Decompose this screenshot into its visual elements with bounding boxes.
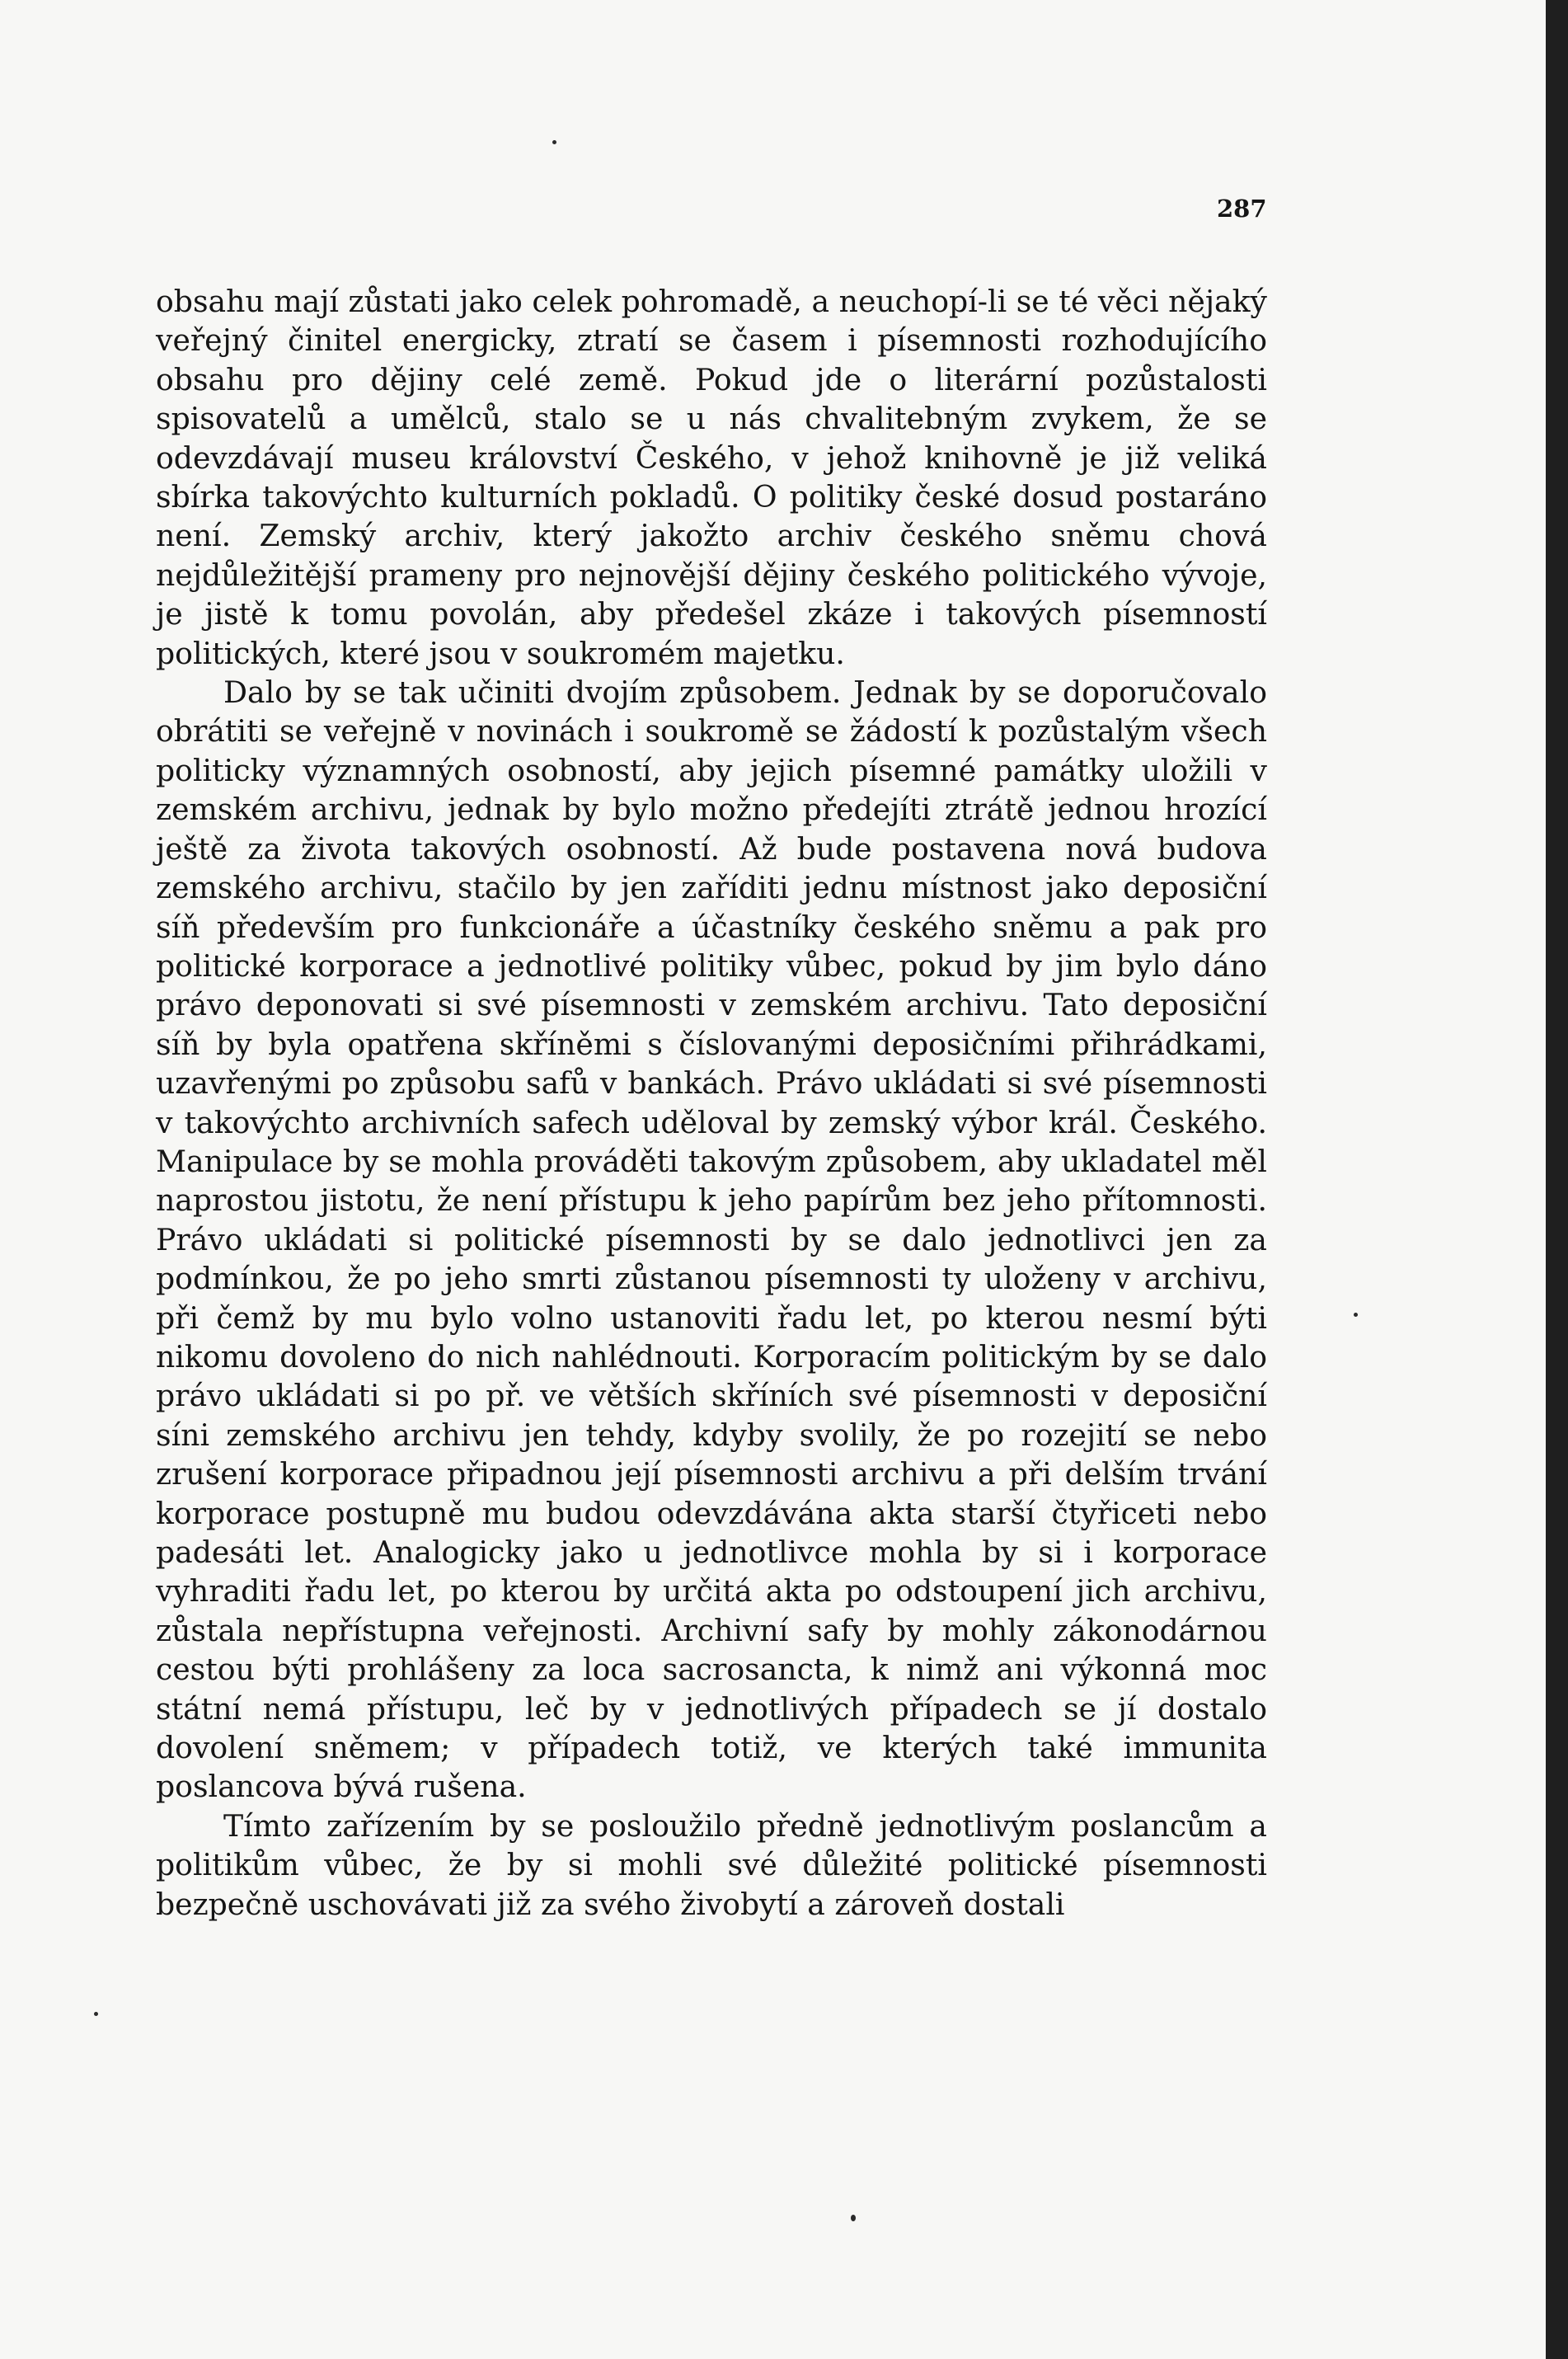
- body-text: [156, 282, 1267, 1924]
- scan-speck: [851, 2215, 856, 2221]
- scan-speck: [1354, 1313, 1358, 1317]
- scan-speck: [94, 2012, 98, 2016]
- paragraph-2: Dalo by se tak učiniti dvojím způsobem. Jednak by se doporučovalo obrátiti se veřejně v novinách i soukromě se žádostí k pozůstalým všech politicky významných osobností, aby jejich písemné památky uložili v zemském archivu, jednak by bylo možno předejíti ztrátě jednou hrozící ještě za života takových osobností. Až bude postavena nová budova zemského archivu, stačilo by jen zaříditi jednu místnost jako deposiční síň především pro funkcionáře a účastníky českého sněmu a pak pro politické korporace a jednotlivé politiky vůbec, pokud by jim bylo dáno právo deponovati si své písemnosti v zemském archivu. Tato deposiční síň by byla opatřena skříněmi s číslovanými deposičními přihrádkami, uzavřenými po způsobu safů v bankách. Právo ukládati si své písemnosti v takovýchto archivních safech uděloval by zemský výbor král. Českého. Manipulace by se mohla prováděti takovým způsobem, aby ukladatel měl naprostou jistotu, že není přístupu k jeho papírům bez jeho přítomnosti. Právo ukládati si politické písemnosti by se dalo jednotlivci jen za podmínkou, že po jeho smrti zůstanou písemnosti ty uloženy v archivu, při čemž by mu bylo volno ustanoviti řadu let, po kterou nesmí býti nikomu dovoleno do nich nahlédnouti. Korporacím politickým by se dalo právo ukládati si po př. ve větších skříních své písemnosti v deposiční síni zemského archivu jen tehdy, kdyby svolily, že po rozejití se nebo zrušení korporace připadnou její písemnosti archivu a při delším trvání korporace postupně mu budou odevzdávána akta starší čtyřiceti nebo padesáti let. Analogicky jako u jednotlivce mohla by si i korporace vyhraditi řadu let, po kterou by určitá akta po odstoupení jich archivu, zůstala nepřístupna veřejnosti. Archivní safy by mohly zákonodárnou cestou býti prohlášeny za loca sacrosancta, k nimž ani výkonná moc státní nemá přístupu, leč by v jednotlivých případech se jí dostalo dovolení sněmem; v případech totiž, ve kterých také immunita poslancova bývá rušena.: [156, 674, 1267, 1805]
- scan-speck: [552, 140, 556, 144]
- paragraph-1: obsahu mají zůstati jako celek pohromadě, a neuchopí-li se té věci nějaký veřejný činitel energicky, ztratí se časem i písemnosti rozhodujícího obsahu pro dějiny celé země. Pokud jde o literární pozůstalosti spisovatelů a umělců, stalo se u nás chvalitebným zvykem, že se odevzdávají museu království Českého, v jehož knihovně je již veliká sbírka takovýchto kulturních pokladů. O politiky české dosud postaráno není. Zemský archiv, který jakožto archiv českého sněmu chová nejdůležitější prameny pro nejnovější dějiny českého politického vývoje, je jistě k tomu povolán, aby předešel zkáze i takových písemností politických, které jsou v soukromém majetku.: [156, 284, 1267, 671]
- paragraph-3: Tímto zařízením by se posloužilo předně jednotlivým poslancům a politikům vůbec, že by si mohli své důležité politické písemnosti bezpečně uschovávati již za svého živobytí a zároveň dostali: [156, 1807, 1267, 1922]
- page-number: 287: [1217, 195, 1267, 223]
